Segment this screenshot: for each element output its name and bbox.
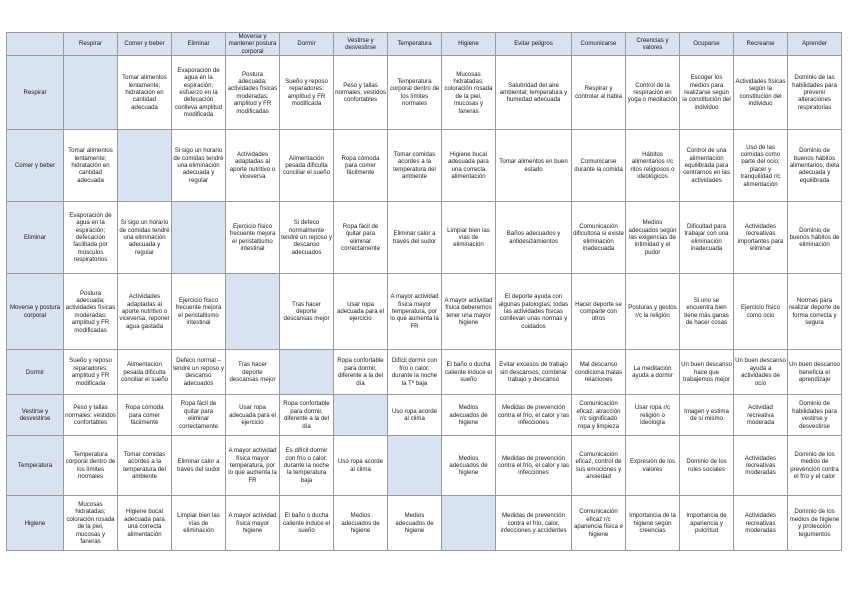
column-header: Comer y beber bbox=[118, 33, 172, 56]
column-header: Dormir bbox=[280, 33, 334, 56]
table-cell: Ropa fácil de quitar para eliminar correctamente bbox=[172, 395, 226, 436]
table-cell: Usar ropa r/c religión o ideología bbox=[626, 395, 680, 436]
table-cell: Comunicación eficaz r/c apariencia física e higiene bbox=[572, 496, 626, 551]
column-header: Aprender bbox=[788, 33, 842, 56]
table-cell: Medidas de prevención contra el frío, el calor y las infecciones bbox=[496, 395, 572, 436]
table-cell: Comunicación eficaz, control de sus emociones y ansiedad bbox=[572, 436, 626, 496]
table-cell: Postura adecuada; actividades físicas moderadas: amplitud y FR modificadas bbox=[226, 56, 280, 130]
table-cell: Evaporación de agua en la espiración; esfuerzo en la defecación conlleva amplitud modificada bbox=[172, 56, 226, 130]
table-cell: Actividades adaptadas al aporte nutritivo o viceversa; reponer agua gastada bbox=[118, 274, 172, 350]
table-cell: Actividades adaptadas al aporte nutritivo o viceversa bbox=[226, 130, 280, 202]
table-cell: Ropa cómoda para comer fácilmente bbox=[334, 130, 388, 202]
table-cell: Tomar comidas acordes a la temperatura del ambiente bbox=[118, 436, 172, 496]
table-cell: Actividad recreativa moderada bbox=[734, 395, 788, 436]
table-cell: Peso y tallas normales; vestidos confortables bbox=[64, 395, 118, 436]
table-row bbox=[7, 274, 842, 350]
table-cell: Importancia de apariencia y pulcritud bbox=[680, 496, 734, 551]
table-cell: Dominio de los roles sociales bbox=[680, 436, 734, 496]
table-cell: Mucosas hidratadas; coloración rosada de la piel, mucosas y faneras bbox=[64, 496, 118, 551]
table-cell: Uso ropa acorde al clima bbox=[388, 395, 442, 436]
table-cell: Sueño y reposo reparadores: amplitud y FR modificada bbox=[280, 56, 334, 130]
table-cell: Tras hacer deporte descansas mejor bbox=[226, 350, 280, 395]
column-header: Creencias y valores bbox=[626, 33, 680, 56]
table-cell: Alimentación pesada dificulta conciliar el sueño bbox=[118, 350, 172, 395]
table-cell: Ropa fácil de quitar para eliminar correctamente bbox=[334, 202, 388, 274]
diagonal-cell bbox=[172, 202, 226, 274]
table-cell: Actividades recreativas moderadas bbox=[734, 436, 788, 496]
table-cell: El baño o ducha caliente induce el sueño bbox=[280, 496, 334, 551]
table-cell: Usar ropa adecuada para el ejercicio bbox=[334, 274, 388, 350]
table-cell: Eliminar calor a través del sudor bbox=[388, 202, 442, 274]
table-cell: Es difícil dormir con frío o calor; durante la noche la temperatura baja bbox=[280, 436, 334, 496]
table-cell: Mucosas hidratadas; coloración rosada de la piel, mucosas y faneras bbox=[442, 56, 496, 130]
table-cell: Actividades recreativas moderadas bbox=[734, 496, 788, 551]
table-cell: Un buen descanso ayuda a actividades de ocio bbox=[734, 350, 788, 395]
table-cell: Mal descanso condiciona malas relaciones bbox=[572, 350, 626, 395]
table-cell: Comunicación eficaz, atracción r/c significado ropa y limpieza bbox=[572, 395, 626, 436]
diagonal-cell bbox=[388, 436, 442, 496]
table-cell: Si sigo un horario de comidas tendré una eliminación adecuada y regular bbox=[118, 202, 172, 274]
diagonal-cell bbox=[64, 56, 118, 130]
table-cell: Dominio de buenos hábitos de eliminación bbox=[788, 202, 842, 274]
table-cell: El baño o ducha caliente induce el sueño bbox=[442, 350, 496, 395]
row-header: Moverse y postura corporal bbox=[7, 274, 64, 350]
table-cell: Si defeco normalmente tendré un reposo y descanso adecuados bbox=[280, 202, 334, 274]
column-header: Respirar bbox=[64, 33, 118, 56]
column-header: Eliminar bbox=[172, 33, 226, 56]
table-cell: Comunicación dificultosa si existe eliminación inadecuada bbox=[572, 202, 626, 274]
table-cell: Importancia de la higiene según creencias bbox=[626, 496, 680, 551]
table-cell: Baños adecuados y antidesizamientos bbox=[496, 202, 572, 274]
table-cell: A mayor actividad física mayor temperatura, por lo que aumenta la FR bbox=[226, 436, 280, 496]
column-header: Higiene bbox=[442, 33, 496, 56]
column-header: Evitar peligros bbox=[496, 33, 572, 56]
diagonal-cell bbox=[118, 130, 172, 202]
table-cell: Ropa cómoda para comer fácilmente bbox=[118, 395, 172, 436]
row-header: Eliminar bbox=[7, 202, 64, 274]
row-header: Comer y beber bbox=[7, 130, 64, 202]
diagonal-cell bbox=[226, 274, 280, 350]
table-cell: Tomar alimentos lentamente; hidratación en cantidad adecuada bbox=[118, 56, 172, 130]
table-cell: Uso ropa acorde al clima bbox=[334, 436, 388, 496]
table-cell: Evitar excesos de trabajo sin descansos; combinar trabajo y descanso bbox=[496, 350, 572, 395]
table-row bbox=[7, 202, 842, 274]
table-cell: La meditación ayuda a dormir bbox=[626, 350, 680, 395]
column-header: Moverse y mantener postura corporal bbox=[226, 33, 280, 56]
table-cell: Tomar alimentos lentamente; hidratación en cantidad adecuada bbox=[64, 130, 118, 202]
table-cell: Un buen descanso beneficia el aprendizaje bbox=[788, 350, 842, 395]
table-cell: Control de una alimentación equilibrada para centrarnos en las actividades bbox=[680, 130, 734, 202]
column-header: Temperatura bbox=[388, 33, 442, 56]
table-cell: Si sigo un horario de comidas tendré una eliminación adecuada y regular bbox=[172, 130, 226, 202]
table-cell: Tras hacer deporte descansas mejor bbox=[280, 274, 334, 350]
table-cell: Expresión de los valores bbox=[626, 436, 680, 496]
table-cell: Medios adecuados de higiene bbox=[442, 395, 496, 436]
table-cell: Alimentación pesada dificulta conciliar el sueño bbox=[280, 130, 334, 202]
table-body bbox=[7, 56, 842, 551]
diagonal-cell bbox=[334, 395, 388, 436]
table-cell: Medios adecuados de higiene bbox=[388, 496, 442, 551]
table-cell: Dificultad para trabajar con una eliminación inadecuada bbox=[680, 202, 734, 274]
table-cell: Postura adecuada; actividades físicas moderadas: amplitud y FR modificadas bbox=[64, 274, 118, 350]
table-cell: Evaporación de agua en la espiración; defecación facilitada por músculos respiratorios bbox=[64, 202, 118, 274]
table-cell: A mayor actividad física mayor temperatura, por lo que aumenta la FR bbox=[388, 274, 442, 350]
table-cell: Dominio de buenos hábitos alimentarios; dieta adecuada y equilibrada bbox=[788, 130, 842, 202]
table-cell: El deporte ayuda con algunas patologías; todas las actividades físicas conllevan unas normas y cuidados bbox=[496, 274, 572, 350]
table-cell: Temperatura corporal dentro de los límites normales bbox=[64, 436, 118, 496]
row-header: Higiene bbox=[7, 496, 64, 551]
column-header: Recrearse bbox=[734, 33, 788, 56]
table-cell: Escoger los medios para realizarse según la constitución del individuo bbox=[680, 56, 734, 130]
table-cell: Peso y tallas normales; vestidos confortables bbox=[334, 56, 388, 130]
row-header: Vestirse y desvestirse bbox=[7, 395, 64, 436]
table-cell: Actividades físicas según la constitución del individuo bbox=[734, 56, 788, 130]
table-cell: Limpiar bien las vías de eliminación bbox=[442, 202, 496, 274]
table-cell: Dominio de las habilidades para prevenir alteraciones respiratorias bbox=[788, 56, 842, 130]
table-cell: Usar ropa adecuada para el ejercicio bbox=[226, 395, 280, 436]
header-row bbox=[7, 33, 842, 56]
table-row bbox=[7, 395, 842, 436]
table-cell: Difícil dormir con frío o calor; durante la noche la Tª baja bbox=[388, 350, 442, 395]
table-cell: Si uno se encuentra bien tiene más ganas de hacer cosas bbox=[680, 274, 734, 350]
table-cell: Hacer deporte se comparte con otros bbox=[572, 274, 626, 350]
table-cell: Ropa confortable para dormir, diferente a la del día bbox=[280, 395, 334, 436]
table-cell: Tomar comidas acordes a la temperatura del ambiente bbox=[388, 130, 442, 202]
table-cell: Ejercicio físico como ocio bbox=[734, 274, 788, 350]
table-cell: Respirar y controlar al habla bbox=[572, 56, 626, 130]
row-header: Temperatura bbox=[7, 436, 64, 496]
table-row bbox=[7, 56, 842, 130]
table-cell: Comunicarse durante la comida bbox=[572, 130, 626, 202]
table-cell: Medios adecuados de higiene bbox=[442, 436, 496, 496]
table-row bbox=[7, 350, 842, 395]
correlation-table bbox=[6, 32, 842, 551]
diagonal-cell bbox=[442, 496, 496, 551]
table-cell: Posturas y gestos r/c la religión bbox=[626, 274, 680, 350]
corner-cell bbox=[7, 33, 64, 56]
table-cell: Temperatura corporal dentro de los límites normales bbox=[388, 56, 442, 130]
table-cell: Ejercicio físico frecuente mejora el peristaltismo intestinal bbox=[226, 202, 280, 274]
table-cell: Tomar alimentos en buen estado bbox=[496, 130, 572, 202]
table-cell: Higiene bucal adecuada para una correcta alimentación bbox=[118, 496, 172, 551]
table-cell: A mayor actividad física mayor higiene bbox=[226, 496, 280, 551]
table-cell: Medios adecuados de higiene bbox=[334, 496, 388, 551]
table-cell: A mayor actividad física deberemos tener una mayor higiene bbox=[442, 274, 496, 350]
table-cell: Medidas de prevención contra el frío, el calor y las infecciones bbox=[496, 436, 572, 496]
table-cell: Dominio de los medios de prevención contra el frío y el calor bbox=[788, 436, 842, 496]
table-row bbox=[7, 496, 842, 551]
table-cell: Actividades recreativas importantes para eliminar bbox=[734, 202, 788, 274]
table-cell: Un buen descanso hace que trabajemos mejor bbox=[680, 350, 734, 395]
diagonal-cell bbox=[280, 350, 334, 395]
table-cell: Eliminar calor a través del sudor bbox=[172, 436, 226, 496]
table-row bbox=[7, 436, 842, 496]
table-cell: Control de la respiración en yoga o meditación bbox=[626, 56, 680, 130]
table-cell: Uso de las comidas como parte del ocio; placer y tranquilidad r/c alimentación bbox=[734, 130, 788, 202]
table-cell: Normas para realizar deporte de forma correcta y segura bbox=[788, 274, 842, 350]
table-cell: Imagen y estima de sí mismo bbox=[680, 395, 734, 436]
table-cell: Medios adecuados según las exigencias de intimidad y el pudor bbox=[626, 202, 680, 274]
table-header bbox=[7, 33, 842, 56]
table-cell: Ejercicio físico frecuente mejora el peristaltismo intestinal bbox=[172, 274, 226, 350]
table-cell: Sueño y reposo reparadores: amplitud y FR modificada bbox=[64, 350, 118, 395]
table-cell: Defeco normal – tendré un reposo y descanso adecuados bbox=[172, 350, 226, 395]
table-row bbox=[7, 130, 842, 202]
table-cell: Dominio de los medios de higiene y protección tegumentos bbox=[788, 496, 842, 551]
table-cell: Limpiar bien las vías de eliminación bbox=[172, 496, 226, 551]
column-header: Ocuparse bbox=[680, 33, 734, 56]
row-header: Respirar bbox=[7, 56, 64, 130]
table-cell: Medidas de prevención contra el frío, calor, infecciones y accidentes bbox=[496, 496, 572, 551]
column-header: Vestirse y desvestirse bbox=[334, 33, 388, 56]
column-header: Comunicarse bbox=[572, 33, 626, 56]
row-header: Dormir bbox=[7, 350, 64, 395]
table-cell: Higiene bucal adecuada para una correcta alimentación bbox=[442, 130, 496, 202]
table-cell: Ropa confortable para dormir, diferente a la del día bbox=[334, 350, 388, 395]
table-cell: Salubridad del aire ambiental; temperatura y humedad adecuada bbox=[496, 56, 572, 130]
table-cell: Dominio de habilidades para vestirse y desvestirse bbox=[788, 395, 842, 436]
table-cell: Hábitos alimentarios r/c ritos religiosos o ideológicos bbox=[626, 130, 680, 202]
